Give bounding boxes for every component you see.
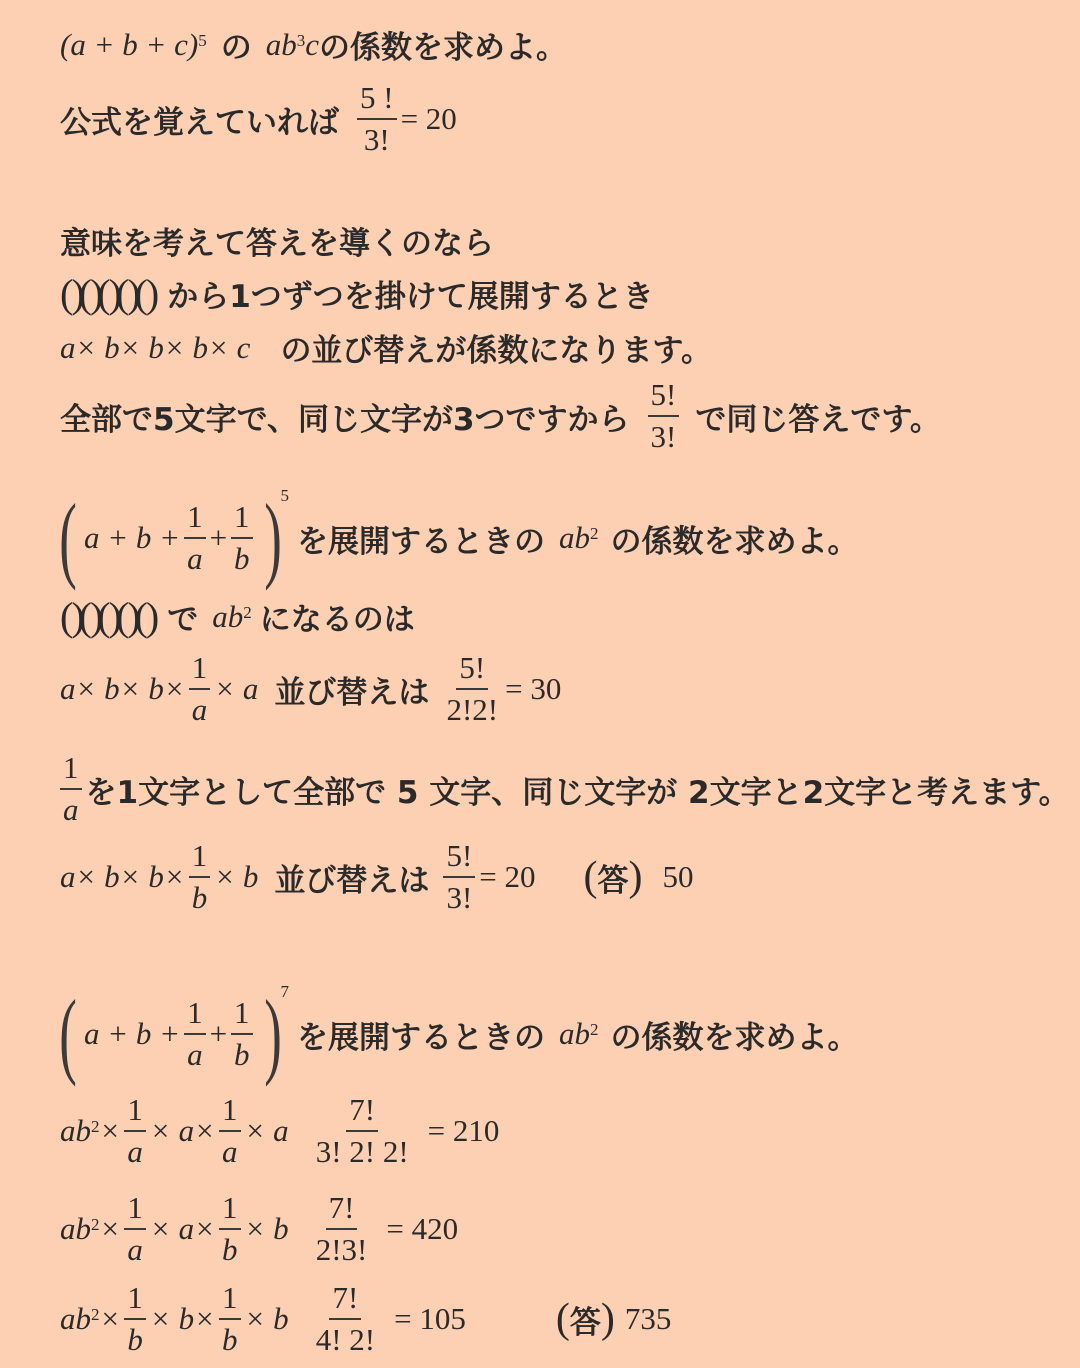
q2-term-power: 2 [243, 602, 252, 622]
right-big-paren: ) [263, 484, 282, 591]
left-big-paren: ( [59, 484, 77, 591]
fraction-denominator: 4! 2! [315, 1322, 376, 1357]
q3-fraction-1-over-b [231, 993, 253, 1075]
formula-text: 公式を覚えていれば [60, 104, 339, 141]
q3-row-count [313, 1278, 378, 1360]
q3-row-tail: × a [244, 1113, 289, 1148]
q3-row-tail: × b [244, 1211, 289, 1246]
q3-row-2 [60, 1188, 458, 1270]
q3-line [52, 980, 859, 1087]
fraction-numerator: 1 [189, 836, 211, 878]
q3-row-result: = 210 [427, 1113, 500, 1148]
q3-row-fraction-1 [124, 1188, 146, 1270]
q2-row-1 [60, 648, 561, 730]
fraction-denominator: 3! 2! 2! [315, 1134, 409, 1169]
meaning-line-2 [60, 270, 654, 317]
answer-close-paren: ) [628, 854, 643, 900]
q3-term: ab [559, 1016, 591, 1051]
meaning-line-1 [60, 218, 494, 263]
fraction-numerator: 1 [219, 1090, 241, 1132]
q3-row-term: ab [60, 1113, 91, 1148]
q3-row-term: ab [60, 1301, 91, 1336]
fraction-denominator: b [127, 1322, 143, 1357]
q2-row1-tail: × a [214, 671, 259, 706]
formula-fraction [357, 78, 397, 160]
fraction-numerator: 7! [326, 1188, 358, 1230]
q2-row1-result: = 30 [505, 671, 562, 706]
answer-close-paren: ) [600, 1296, 615, 1342]
q3-row-term-power: 2 [91, 1305, 100, 1324]
q1-term-ab: ab [265, 26, 297, 62]
q2-row1-fraction [189, 648, 211, 730]
fraction-denominator: b [234, 1037, 250, 1072]
q2-text-b: の係数を求めよ。 [610, 523, 859, 560]
fraction-denominator: a [191, 692, 208, 727]
fraction-denominator: a [222, 1134, 238, 1169]
q2-row2-count [443, 836, 475, 918]
fraction-numerator: 1 [184, 497, 206, 539]
meaning-text-4a: 全部で5文字で、同じ文字が3つですから [60, 401, 630, 438]
answer-open-paren: ( [555, 1296, 570, 1342]
q3-row-term: ab [60, 1211, 91, 1246]
q3-row-times: × [99, 1211, 121, 1246]
q2-note-line [60, 748, 1070, 830]
fraction-numerator: 1 [124, 1278, 146, 1320]
q2-fraction-1-over-b [231, 497, 253, 579]
q2-row1-count [443, 648, 501, 730]
q2-note: を1文字として全部で 5 文字、同じ文字が 2文字と2文字と考えます。 [85, 774, 1070, 811]
q2-row-2 [60, 836, 694, 918]
q3-row-tail: × b [244, 1301, 289, 1336]
fraction-denominator: a [63, 792, 79, 827]
formula-result: = 20 [400, 101, 457, 136]
q2-row2-result: = 20 [479, 859, 536, 894]
fraction-denominator: 2!3! [315, 1232, 368, 1267]
meaning-product: a× b× b× b× c [60, 329, 251, 365]
formula-line [60, 78, 457, 160]
q3-row-fraction-2 [219, 1090, 241, 1172]
q2-row1-label: 並び替えは [274, 674, 430, 711]
fraction-denominator: a [187, 541, 203, 576]
fraction-numerator: 5! [443, 836, 475, 878]
fraction-numerator: 1 [231, 497, 253, 539]
q2-line [52, 484, 859, 591]
meaning-fraction [648, 375, 680, 457]
q1-term-c: c [305, 26, 320, 62]
fraction-numerator: 1 [219, 1188, 241, 1230]
fraction-denominator: b [222, 1322, 238, 1357]
q2-row2-label: 並び替えは [274, 862, 430, 899]
q2-row2-product: a× b× b× [60, 859, 185, 894]
q3-row-mid: × a× [149, 1113, 216, 1148]
q3-row-result: = 420 [386, 1211, 459, 1246]
q3-row-times: × [99, 1113, 121, 1148]
fraction-denominator: b [222, 1232, 238, 1267]
fraction-numerator: 1 [184, 993, 206, 1035]
q2-row2-fraction [189, 836, 211, 918]
fraction-denominator: a [127, 1134, 143, 1169]
q2-power: 5 [280, 486, 290, 505]
fraction-numerator: 1 [124, 1090, 146, 1132]
q3-row-mid: × a× [149, 1211, 216, 1246]
q2-fraction-1-over-a [184, 497, 206, 579]
q3-row-count [313, 1188, 371, 1270]
five-parens: ( )( )( )( )( ) [60, 271, 154, 316]
q2-de: で [167, 602, 199, 638]
fraction-numerator: 1 [231, 993, 253, 1035]
fraction-denominator: 3! [446, 880, 473, 915]
q3-text-b: の係数を求めよ。 [610, 1019, 859, 1056]
q2-note-fraction [60, 748, 82, 830]
fraction-numerator: 1 [60, 748, 82, 790]
fraction-numerator: 5! [648, 375, 680, 417]
meaning-text-4b: で同じ答えです。 [695, 401, 941, 438]
q2-row1-product: a× b× b× [60, 671, 185, 706]
fraction-numerator: 1 [219, 1278, 241, 1320]
q2-answer: 50 [662, 859, 694, 894]
fraction-denominator: a [187, 1037, 203, 1072]
q3-row-result: = 105 [394, 1301, 466, 1336]
fraction-denominator: 3! [650, 419, 677, 454]
q3-row-3 [60, 1278, 671, 1360]
fraction-denominator: 2!2! [446, 692, 499, 727]
q1-line [60, 22, 567, 67]
answer-open-paren: ( [583, 854, 598, 900]
five-parens: ( )( )( )( )( ) [60, 594, 154, 639]
q2-term: ab [212, 598, 244, 634]
q2-term-power: 2 [590, 524, 599, 543]
fraction-numerator: 5 ! [357, 78, 397, 120]
fraction-denominator: a [127, 1232, 143, 1267]
q2-answer-label: 答 [597, 862, 629, 899]
meaning-text-3: の並び替えが係数になります。 [280, 333, 712, 369]
fraction-numerator: 7! [346, 1090, 378, 1132]
q2-text-a: を展開するときの [297, 523, 546, 560]
q3-row-term-power: 2 [91, 1117, 100, 1136]
q2-plus: + [209, 520, 228, 555]
q3-fraction-1-over-a [184, 993, 206, 1075]
q2-become: になるのは [259, 602, 415, 638]
q3-row-fraction-1 [124, 1278, 146, 1360]
left-big-paren: ( [59, 980, 77, 1087]
q2-a-plus-b: a + b + [83, 520, 181, 555]
fraction-denominator: b [234, 541, 250, 576]
q3-row-fraction-2 [219, 1188, 241, 1270]
q3-row-fraction-1 [124, 1090, 146, 1172]
q3-answer-label: 答 [569, 1304, 601, 1341]
q3-answer: 735 [624, 1301, 672, 1336]
q3-term-power: 2 [590, 1020, 599, 1039]
q3-row-term-power: 2 [91, 1215, 100, 1234]
q3-row-count [313, 1090, 412, 1172]
meaning-line-3 [60, 325, 712, 370]
q1-power: 5 [198, 30, 207, 50]
q3-row-mid: × b× [149, 1301, 216, 1336]
q2-parens-line [60, 593, 415, 640]
meaning-text-1: 意味を考えて答えを導くのなら [60, 226, 494, 262]
fraction-denominator: b [191, 880, 208, 915]
fraction-denominator: 3! [363, 122, 390, 157]
q3-text-a: を展開するときの [297, 1019, 546, 1056]
q3-power: 7 [280, 982, 290, 1001]
fraction-numerator: 1 [124, 1188, 146, 1230]
q1-expression: (a + b + c) [60, 26, 199, 62]
fraction-numerator: 1 [189, 648, 211, 690]
q3-a-plus-b: a + b + [83, 1016, 181, 1051]
q3-plus: + [209, 1016, 228, 1051]
q2-row2-tail: × b [214, 859, 259, 894]
q1-term-power: 3 [296, 30, 306, 50]
q3-row-fraction-2 [219, 1278, 241, 1360]
meaning-text-2: から1つずつを掛けて展開するとき [167, 279, 654, 315]
meaning-line-4 [60, 375, 941, 457]
fraction-numerator: 7! [329, 1278, 361, 1320]
right-big-paren: ) [263, 980, 282, 1087]
q3-row-times: × [99, 1301, 121, 1336]
q1-instruction: の係数を求めよ。 [319, 30, 568, 66]
q3-row-1 [60, 1090, 499, 1172]
q2-term: ab [559, 520, 591, 555]
fraction-numerator: 5! [456, 648, 488, 690]
q1-no: の [220, 30, 252, 66]
